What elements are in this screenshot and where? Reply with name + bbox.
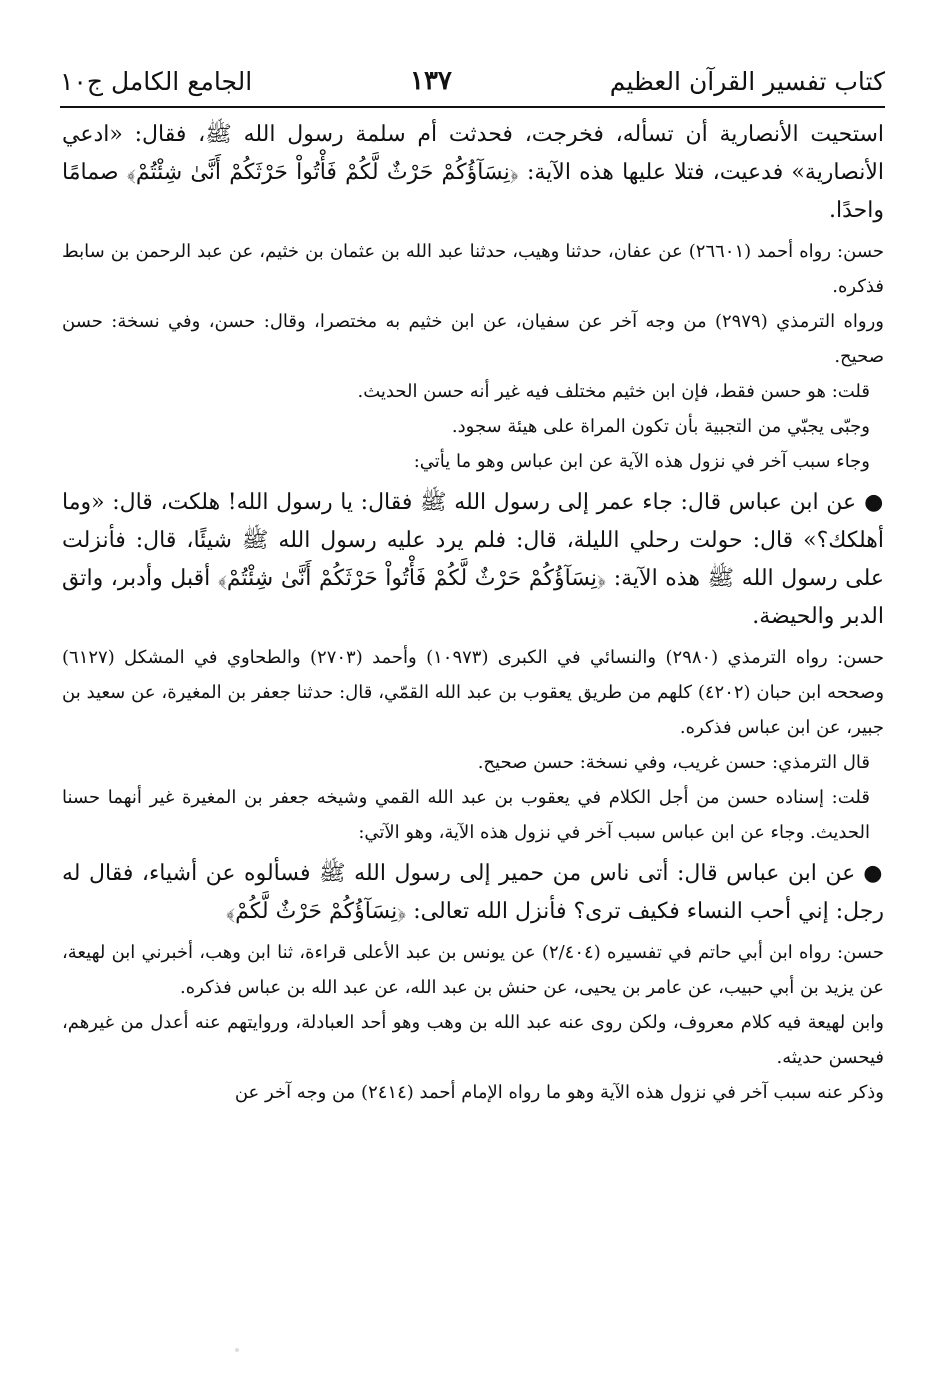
page-header [60,60,885,102]
takhrij-note: ورواه الترمذي (٢٩٧٩) من وجه آخر عن سفيان، عن ابن خثيم به مختصرا، وقال: حسن، وفي نسخة: حسن صحيح. [62,311,884,367]
commentary-note: قال الترمذي: حسن غريب، وفي نسخة: حسن صحيح. [477,752,870,773]
scan-speck [235,1348,239,1352]
bullet-marker: ● [863,860,885,886]
takhrij-note: وذكر عنه سبب آخر في نزول هذه الآية وهو ما رواه الإمام أحمد (٢٤١٤) من وجه آخر عن [234,1082,884,1103]
page-number: ١٣٧ [410,66,452,96]
commentary-note: وجبّى يجبّي من التجبية بأن تكون المراة على هيئة سجود. [451,416,870,437]
commentary-note: وجاء سبب آخر في نزول هذه الآية عن ابن عباس وهو ما يأتي: [413,451,870,472]
book-title: كتاب تفسير القرآن العظيم [609,66,885,96]
takhrij-note: حسن: رواه الترمذي (٢٩٨٠) والنسائي في الكبرى (١٠٩٧٣) وأحمد (٢٧٠٣) والطحاوي في المشكل (٦١٢٧) وصححه ابن حبان (٤٢٠٢) كلهم من طريق يعقوب بن عبد الله القمّي، قال: حدثنا جعفر بن المغيرة، عن سعيد بن جبير، عن ابن عباس فذكره. [62,647,885,738]
commentary-note: قلت: إسناده حسن من أجل الكلام في يعقوب بن عبد الله القمي وشيخه جعفر بن المغيرة غير أنهما حسنا الحديث. وجاء عن ابن عباس سبب آخر في نزول هذه الآية، وهو الآتي: [62,787,870,843]
hadith-paragraph: ●عن ابن عباس قال: أتى ناس من حمير إلى رسول الله ﷺ فسألوه عن أشياء، فقال له رجل: إني أحب النساء فكيف ترى؟ فأنزل الله تعالى: ﴿نِسَآؤُكُمْ حَرْثٌ لَّكُمْ﴾ [62,860,885,924]
takhrij-note: وابن لهيعة فيه كلام معروف، ولكن روى عنه عبد الله بن وهب وهو أحد العبادلة، وروايتهم عنه أعدل من غيرهم، فيحسن حديثه. [62,1012,884,1068]
volume-label: الجامع الكامل ج١٠ [60,66,253,96]
bullet-marker: ● [864,489,884,515]
takhrij-note: حسن: رواه ابن أبي حاتم في تفسيره (٢/٤٠٤) عن يونس بن عبد الأعلى قراءة، ثنا ابن وهب، أخبرني ابن لهيعة، عن يزيد بن أبي حبيب، عن عامر بن يحيى، عن حنش بن عبد الله، عن عبد الله بن عباس فذكره. [62,942,884,998]
hadith-paragraph: ●عن ابن عباس قال: جاء عمر إلى رسول الله ﷺ فقال: يا رسول الله! هلكت، قال: «وما أهلكك؟» قال: حولت رحلي الليلة، قال: فلم يرد عليه رسول الله ﷺ شيئًا، قال: فأنزلت على رسول الله ﷺ هذه الآية: ﴿نِسَآؤُكُمْ حَرْثٌ لَّكُمْ فَأْتُواْ حَرْثَكُمْ أَنَّىٰ شِئْتُمْ﴾ أقبل وأدبر، واتق الدبر والحيضة. [62,489,884,629]
takhrij-note: حسن: رواه أحمد (٢٦٦٠١) عن عفان، حدثنا وهيب، حدثنا عبد الله بن عثمان بن خثيم، عن عبد الرحمن بن سابط فذكره. [62,241,885,297]
page-body [62,116,884,1110]
commentary-note: قلت: هو حسن فقط، فإن ابن خثيم مختلف فيه غير أنه حسن الحديث. [357,381,870,402]
header-rule [60,106,885,108]
hadith-paragraph: استحيت الأنصارية أن تسأله، فخرجت، فحدثت أم سلمة رسول الله ﷺ، فقال: «ادعي الأنصارية» فدعيت، فتلا عليها هذه الآية: ﴿نِسَآؤُكُمْ حَرْثٌ لَّكُمْ فَأْتُواْ حَرْثَكُمْ أَنَّىٰ شِئْتُمْ﴾ صمامًا واحدًا. [62,122,884,223]
